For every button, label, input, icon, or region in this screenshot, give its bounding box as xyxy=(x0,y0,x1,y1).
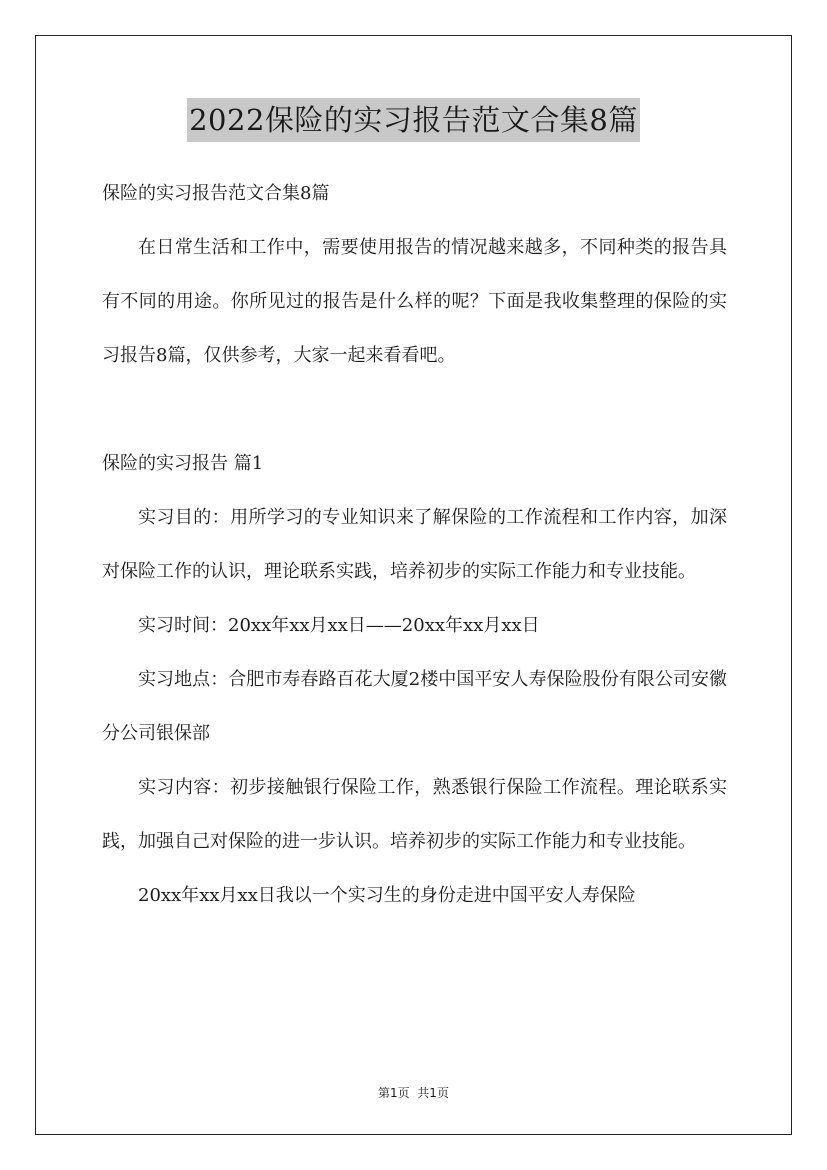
document-body xyxy=(102,167,727,923)
purpose-paragraph: 实习目的：用所学习的专业知识来了解保险的工作流程和工作内容，加深对保险工作的认识，理论联系实践，培养初步的实际工作能力和专业技能。 xyxy=(102,507,727,582)
title-container xyxy=(0,98,827,142)
page-number: 第1页 共1页 xyxy=(378,1086,449,1100)
intro-paragraph: 在日常生活和工作中，需要使用报告的情况越来越多，不同种类的报告具有不同的用途。你所见过的报告是什么样的呢？下面是我收集整理的保险的实习报告8篇，仅供参考，大家一起来看看吧。 xyxy=(102,237,727,366)
document-title: 2022保险的实习报告范文合集8篇 xyxy=(187,98,640,142)
subtitle-paragraph: 保险的实习报告范文合集8篇 xyxy=(102,183,330,204)
content-paragraph: 实习内容：初步接触银行保险工作，熟悉银行保险工作流程。理论联系实践，加强自己对保险的进一步认识。培养初步的实际工作能力和专业技能。 xyxy=(102,777,727,852)
page-footer xyxy=(0,1084,827,1102)
time-paragraph: 实习时间：20xx年xx月xx日——20xx年xx月xx日 xyxy=(138,615,540,636)
location-paragraph: 实习地点：合肥市寿春路百花大厦2楼中国平安人寿保险股份有限公司安徽分公司银保部 xyxy=(102,669,727,744)
section-heading: 保险的实习报告 篇1 xyxy=(102,453,264,474)
narrative-paragraph: 20xx年xx月xx日我以一个实习生的身份走进中国平安人寿保险 xyxy=(138,885,636,906)
